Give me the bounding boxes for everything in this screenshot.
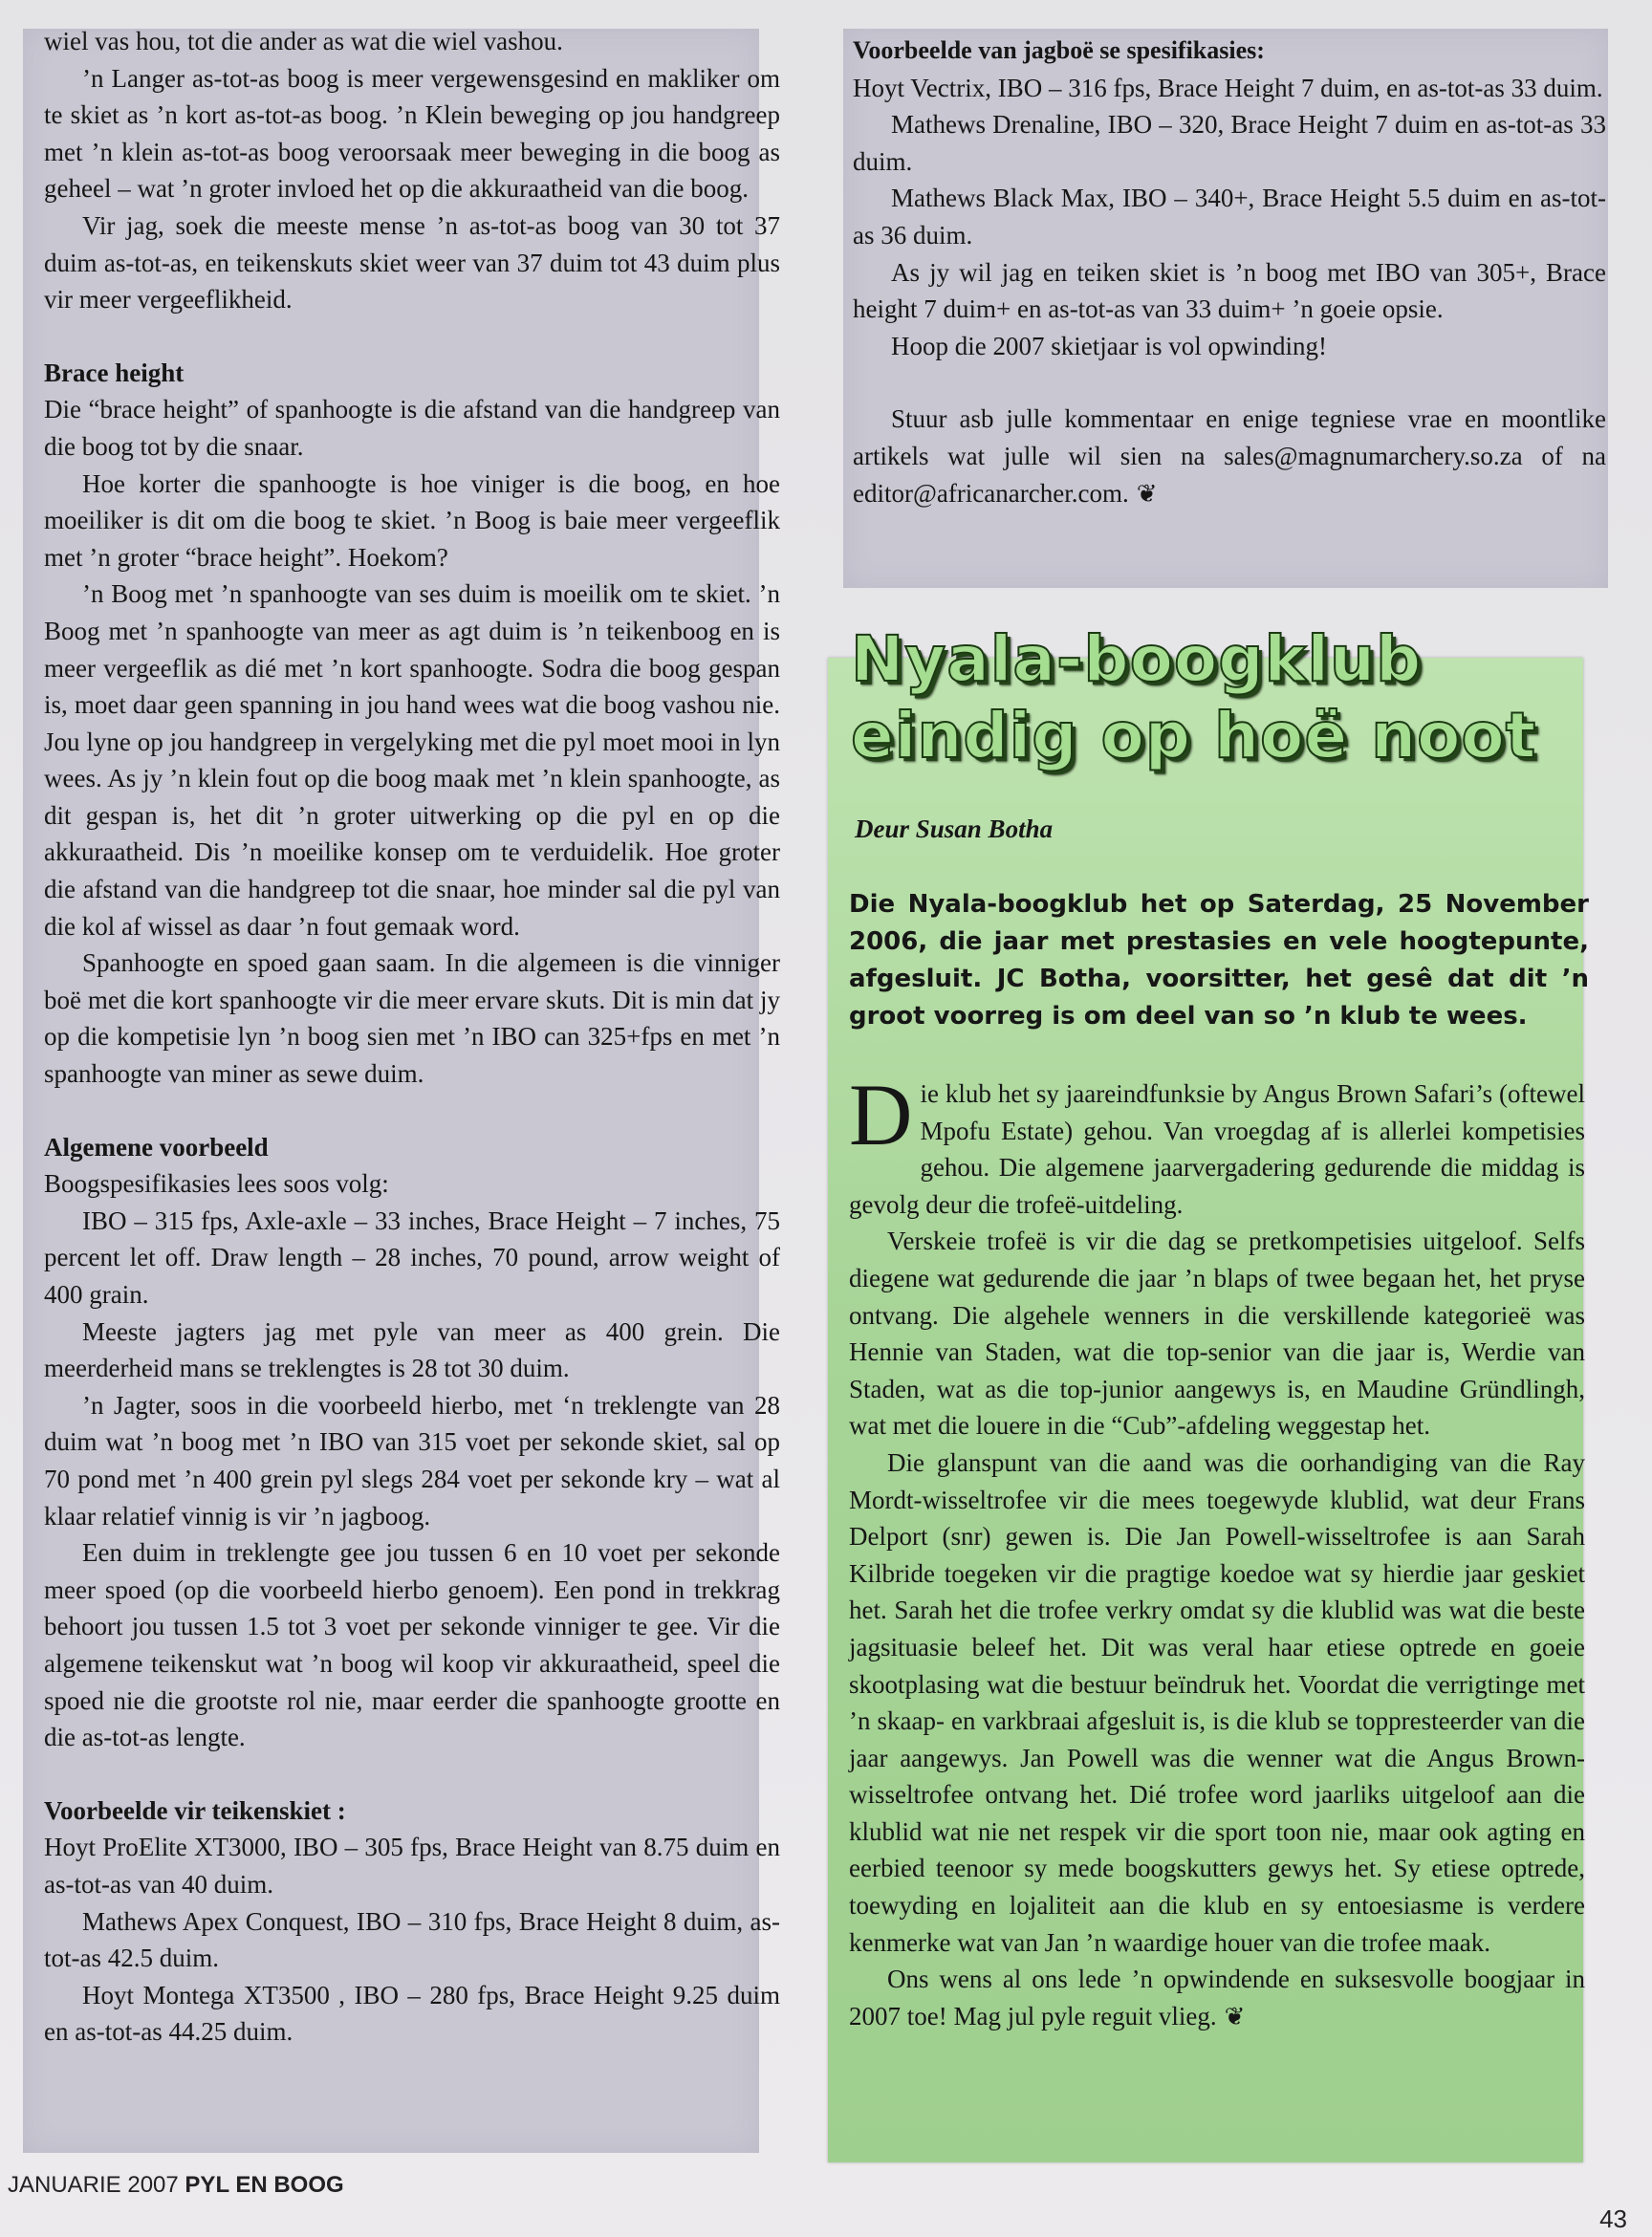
page-footer xyxy=(8,2172,344,2199)
paragraph: Die “brace height” of spanhoogte is die afstand van die handgreep van die boog tot by die snaar. xyxy=(44,395,780,461)
magazine-name: PYL EN BOOG xyxy=(185,2172,344,2198)
headline-line-1: Nyala-boogklub xyxy=(851,622,1423,696)
page-number: 43 xyxy=(1599,2204,1627,2233)
paragraph-contact xyxy=(853,401,1606,512)
paragraph: As jy wil jag en teiken skiet is ’n boog met IBO van 305+, Brace height 7 duim+ en as-tot-as van 33 duim+ ’n goeie opsie. xyxy=(853,257,1606,324)
paragraph: Mathews Black Max, IBO – 340+, Brace Height 5.5 duim en as-tot-as 36 duim. xyxy=(853,184,1606,250)
paragraph xyxy=(849,1961,1585,2035)
paragraph: Verskeie trofeë is vir die dag se pretkompetisies uitgeloof. Selfs diegene wat gedurende die jaar ’n blaps of twee begaan het, het pryse ontvang. Die algehele wenners in die verskillende kategorieë was Hennie van Staden, wat die top-senior van die jaar is, Werdie van Staden, wat as die top-junior aangewys is, en Maudine Gründlingh, wat met die louere in die “Cub”-afdeling weggestap het. xyxy=(849,1227,1585,1441)
article-body xyxy=(849,1066,1585,2035)
paragraph: ’n Boog met ’n spanhoogte van ses duim is moeilik om te skiet. ’n Boog met ’n spanhoogte van meer as agt duim is ’n teikenboog en is meer vergeeflik as dié met ’n kort spanhoogte. Sodra die boog gespan is, moet daar geen spanning in jou hand wees wat die boog vashou nie. Jou lyne op jou handgreep in vergelyking met die pyl moet mooi in lyn wees. As jy ’n klein fout op die boog maak met ’n klein spanhoogte, as dit gespan is, het dit ’n groter uitwerking op die pyl en op die akkuraatheid. Dis ’n moeilike konsep om te verduidelik. Hoe groter die afstand van die handgreep tot die snaar, hoe minder sal die pyl van die kol af wissel as daar ’n fout gemaak word. xyxy=(44,579,780,941)
section-heading-brace-height: Brace height xyxy=(44,358,185,387)
paragraph: ’n Langer as-tot-as boog is meer vergewensgesind en makliker om te skiet as ’n kort as-tot-as boog. ’n Klein beweging op jou handgreep met ’n klein as-tot-as boog veroorsaak meer beweging in die boog as geheel – wat ’n groter invloed het op die akkuraatheid van die boog. xyxy=(44,63,780,204)
end-mark-icon: ❦ xyxy=(1224,2002,1246,2031)
paragraph: Hoyt ProElite XT3000, IBO – 305 fps, Brace Height van 8.75 duim en as-tot-as van 40 duim. xyxy=(44,1833,780,1899)
paragraph: Hoop die 2007 skietjaar is vol opwinding! xyxy=(891,331,1327,360)
paragraph: Die glanspunt van die aand was die oorhandiging van die Ray Mordt-wisseltrofee vir die mees toegewyde klublid, wat deur Frans Delport (snr) gewen is. Die Jan Powell-wisseltrofee is aan Sarah Kilbride toegeken vir die pragtige koedoe wat sy hierdie jaar geskiet het. Sarah het die trofee verkry omdat sy die klublid was wat die beste jagsituasie beleef het. Dit was veral haar etiese optrede en goeie skootplasing wat die bestuur beïndruk het. Voordat die verrigtinge met ’n skaap- en varkbraai afgesluit is, is die klub se toppresteerder van die jaar aangewys. Jan Powell was die wenner wat die Angus Brown-wisseltrofee ontvang het. Dié trofee word jaarliks uitgeloof aan die klublid wat nie net respek vir die sport toon nie, maar ook agting en eerbied teenoor sy mede boogskutters gewys het. Sy etiese optrede, toewyding en lojaliteit aan die klub en sy entoesiasme is verdere kenmerke wat van Jan ’n waardige houer van die trofee maak. xyxy=(849,1447,1585,1957)
article-headline xyxy=(851,621,1587,774)
drop-cap: D xyxy=(849,1066,913,1163)
byline: Deur Susan Botha xyxy=(855,814,1054,843)
end-mark-icon: ❦ xyxy=(1136,479,1158,508)
spec-box-text xyxy=(853,33,1606,512)
paragraph: Hoyt Vectrix, IBO – 316 fps, Brace Height 7 duim, en as-tot-as 33 duim. xyxy=(853,73,1603,102)
article-intro: Die Nyala-boogklub het op Saterdag, 25 November 2006, die jaar met prestasies en vele hoogtepunte, afgesluit. JC Botha, voorsitter, het gesê dat dit ’n groot voorreg is om deel van so ’n klub te wees. xyxy=(849,890,1589,1031)
paragraph xyxy=(849,1066,1585,1223)
paragraph: Spanhoogte en spoed gaan saam. In die algemeen is die vinniger boë met die kort spanhoogte vir die meer ervare skuts. Dit is min dat jy op die kompetisie lyn ’n boog sien met ’n IBO can 325+fps en met ’n spanhoogte van miner as sewe duim. xyxy=(44,948,780,1089)
paragraph: wiel vas hou, tot die ander as wat die wiel vashou. xyxy=(44,27,563,55)
paragraph: Mathews Drenaline, IBO – 320, Brace Height 7 duim en as-tot-as 33 duim. xyxy=(853,110,1606,176)
section-heading-algemene-voorbeeld: Algemene voorbeeld xyxy=(44,1132,269,1162)
issue-date: JANUARIE 2007 xyxy=(8,2172,179,2198)
paragraph: Een duim in treklengte gee jou tussen 6 en 10 voet per sekonde meer spoed (op die voorbeeld hierbo genoem). Een pond in trekkrag behoort jou tussen 1.5 tot 3 voet per sekonde vinniger te gee. Vir die algemene teikenskut wat ’n boog wil koop vir akkuraatheid, speel die spoed nie die grootste rol nie, maar eerder die spanhoogte grootte en die as-tot-as lengte. xyxy=(44,1538,780,1752)
paragraph: Hoyt Montega XT3500 , IBO – 280 fps, Brace Height 9.25 duim en as-tot-as 44.25 duim. xyxy=(44,1980,780,2047)
paragraph: Vir jag, soek die meeste mense ’n as-tot-as boog van 30 tot 37 duim as-tot-as, en teikenskuts skiet weer van 37 duim tot 43 duim plus vir meer vergeeflikheid. xyxy=(44,210,780,315)
section-heading-jagboe: Voorbeelde van jagboë se spesifikasies: xyxy=(853,36,1265,64)
left-column-text xyxy=(44,23,780,2051)
headline-line-2: eindig op hoë noot xyxy=(851,699,1537,772)
paragraph: ’n Jagter, soos in die voorbeeld hierbo, met ‘n treklengte van 28 duim wat ’n boog met ’n IBO van 315 voet per sekonde skiet, sal op 70 pond met ’n 400 grein pyl slegs 284 voet per sekonde kry – wat al klaar relatief vinnig is vir ’n jagboog. xyxy=(44,1390,780,1531)
paragraph: Hoe korter die spanhoogte is hoe viniger is die boog, en hoe moeiliker is dit om die boog te skiet. ’n Boog is baie meer vergeeflik met ’n groter “brace height”. Hoekom? xyxy=(44,468,780,572)
paragraph-text: ie klub het sy jaareindfunksie by Angus Brown Safari’s (oftewel Mpofu Estate) gehou. Van vroegdag af is allerlei kompetisies gehou. Die algemene jaarvergadering gedurende die middag is gevolg deur die trofeë-uitdeling. xyxy=(849,1079,1585,1219)
paragraph: IBO – 315 fps, Axle-axle – 33 inches, Brace Height – 7 inches, 75 percent let off. Draw length – 28 inches, 70 pound, arrow weight of 400 grain. xyxy=(44,1205,780,1309)
section-heading-teikenskiet: Voorbeelde vir teikenskiet : xyxy=(44,1795,346,1825)
paragraph: Boogspesifikasies lees soos volg: xyxy=(44,1169,389,1199)
paragraph: Mathews Apex Conquest, IBO – 310 fps, Brace Height 8 duim, as-tot-as 42.5 duim. xyxy=(44,1906,780,1973)
contact-text: Stuur asb julle kommentaar en enige tegniese vrae en moontlike artikels wat julle wil sien na sales@magnumarchery.so.za of na editor@africanarcher.com. xyxy=(853,404,1606,508)
paragraph-text: Ons wens al ons lede ’n opwindende en suksesvolle boogjaar in 2007 toe! Mag jul pyle reguit vlieg. xyxy=(849,1965,1585,2031)
paragraph: Meeste jagters jag met pyle van meer as 400 grein. Die meerderheid mans se treklengtes is 28 tot 30 duim. xyxy=(44,1316,780,1383)
